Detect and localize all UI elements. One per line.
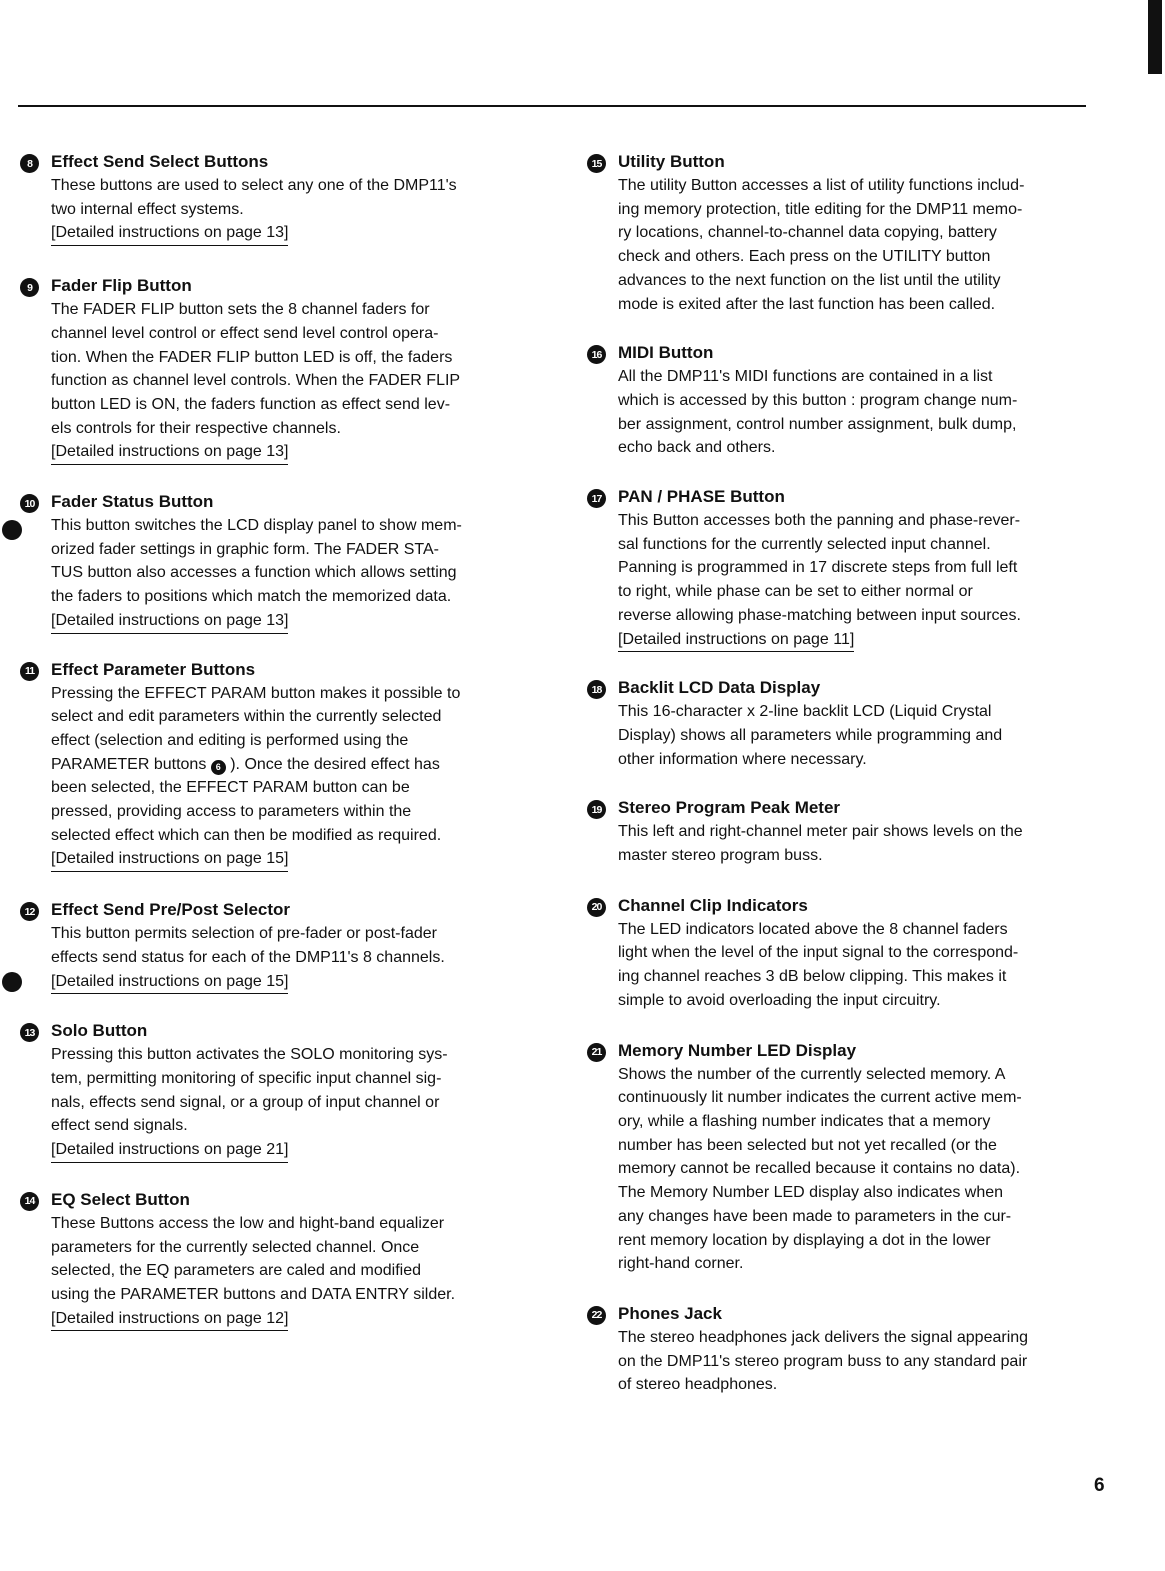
body-line: two internal effect systems. [51,200,244,218]
section-body [51,1043,525,1138]
callout-number-badge: 14 [20,1192,39,1211]
body-line: which is accessed by this button : program change num- [618,391,1018,409]
section-title: Backlit LCD Data Display [618,678,821,698]
body-line: to right, while phase can be set to either normal or [618,583,973,601]
section-body [51,174,525,221]
body-line: simple to avoid overloading the input circuitry. [618,991,941,1009]
body-line: orized fader settings in graphic form. The FADER STA- [51,540,440,558]
section-19 [587,796,1091,867]
section-14 [20,1188,525,1332]
body-line: nals, effects send signal, or a group of input channel or [51,1093,440,1111]
callout-number-badge: 9 [20,278,39,297]
section-22 [587,1302,1091,1397]
callout-number-badge: 13 [20,1023,39,1042]
section-title: Effect Send Select Buttons [51,152,269,171]
body-line: check and others. Each press on the UTILITY button [618,248,991,266]
section-20 [587,894,1091,1013]
callout-number-badge: 18 [587,680,606,699]
callout-number-badge: 10 [20,494,39,513]
callout-number-badge: 11 [20,662,39,681]
section-title: Utility Button [618,152,725,171]
body-line: master stereo program buss. [618,847,823,865]
body-text: ). Once the desired effect has [230,755,440,773]
body-line: els controls for their respective channels. [51,419,341,437]
body-text: PARAMETER buttons [51,755,207,773]
section-9 [20,274,525,465]
callout-number-badge: 20 [587,898,606,917]
body-line: The utility Button accesses a list of utility functions includ- [618,177,1025,194]
body-line: continuously lit number indicates the current active mem- [618,1089,1022,1107]
body-line: button LED is ON, the faders function as effect send lev- [51,395,451,413]
section-body [618,365,1091,460]
body-line [51,753,525,777]
body-line: of stereo headphones. [618,1376,778,1394]
body-line: other information where necessary. [618,750,867,768]
body-line: memory cannot be recalled because it contains no data). [618,1160,1021,1178]
section-title: Effect Send Pre/Post Selector [51,900,291,920]
body-line: The Memory Number LED display also indicates when [618,1184,1004,1202]
page-reference: [Detailed instructions on page 13] [51,440,288,465]
section-body [618,820,1091,867]
section-title: MIDI Button [618,343,714,363]
section-13 [20,1019,525,1163]
body-line: advances to the next function on the list until the utility [618,271,1001,289]
body-line: selected, the EQ parameters are caled and modified [51,1262,421,1280]
body-line: echo back and others. [618,439,776,457]
section-title: Fader Status Button [51,492,214,512]
body-line: sal functions for the currently selected input channel. [618,535,991,553]
left-column [20,150,525,1331]
section-title: EQ Select Button [51,1189,190,1209]
body-line: select and edit parameters within the currently selected [51,708,442,726]
callout-number-badge: 16 [587,345,606,364]
thumb-index-tab [1148,0,1162,74]
body-line: All the DMP11's MIDI functions are contained in a list [618,368,993,386]
body-line: This button switches the LCD display panel to show mem- [51,517,462,535]
body-line: ory, while a flashing number indicates that a memory [618,1112,991,1130]
section-body [618,1063,1091,1276]
section-18 [587,676,1091,771]
header-rule [18,105,1086,107]
callout-number-badge: 17 [587,489,606,508]
punch-hole-top [2,520,22,540]
body-line: mode is exited after the last function has been called. [618,295,996,313]
callout-number-badge: 8 [20,154,39,173]
body-line: This button permits selection of pre-fader or post-fader [51,925,437,943]
body-line: These Buttons access the low and hight-band equalizer [51,1214,445,1232]
page-reference: [Detailed instructions on page 21] [51,1138,288,1163]
body-line: Pressing this button activates the SOLO monitoring sys- [51,1046,448,1064]
body-line: channel level control or effect send level control opera- [51,324,439,342]
section-title: Solo Button [51,1021,148,1041]
callout-number-badge: 15 [587,154,606,173]
section-body [618,509,1091,628]
section-15 [587,150,1091,316]
section-title: Memory Number LED Display [618,1040,857,1060]
body-line: pressed, providing access to parameters within the [51,803,412,821]
callout-number-badge: 22 [587,1306,606,1325]
section-body [51,298,525,440]
page-reference: [Detailed instructions on page 12] [51,1307,288,1332]
body-line: TUS button also accesses a function which allows setting [51,564,457,582]
body-line: on the DMP11's stereo program buss to any standard pair [618,1352,1028,1370]
body-line: function as channel level controls. When the FADER FLIP [51,372,461,390]
body-line: selected effect which can then be modified as required. [51,826,442,844]
punch-hole-bottom [2,972,22,992]
section-8 [20,150,525,246]
section-body [618,700,1091,771]
body-line: any changes have been made to parameters in the cur- [618,1207,1012,1225]
section-17 [587,485,1091,652]
callout-number-badge: 19 [587,800,606,819]
section-title: Effect Parameter Buttons [51,659,256,679]
body-line: reverse allowing phase-matching between input sources. [618,606,1021,624]
body-line: These buttons are used to select any one of the DMP11's [51,177,457,194]
section-title: Channel Clip Indicators [618,895,808,915]
page-reference: [Detailed instructions on page 13] [51,221,288,246]
body-line: effect (selection and editing is performed using the [51,731,409,749]
body-line: been selected, the EFFECT PARAM button can be [51,779,410,797]
section-12 [20,898,525,994]
body-line: light when the level of the input signal to the correspond- [618,944,1019,962]
page-reference: [Detailed instructions on page 15] [51,847,288,872]
body-line: effect send signals. [51,1117,188,1135]
right-column [587,150,1091,1397]
body-line: rent memory location by displaying a dot in the lower [618,1231,991,1249]
section-21 [587,1039,1091,1276]
body-line: number has been selected but not yet recalled (or the [618,1136,997,1154]
callout-number-badge: 21 [587,1043,606,1062]
body-line: the faders to positions which match the memorized data. [51,588,452,606]
body-line: tion. When the FADER FLIP button LED is off, the faders [51,348,453,366]
callout-number-badge: 12 [20,902,39,921]
body-line: This left and right-channel meter pair shows levels on the [618,823,1023,841]
inline-reference-badge: 6 [211,760,226,775]
body-line: Pressing the EFFECT PARAM button makes it possible to [51,684,461,702]
section-10 [20,490,525,634]
body-line: ry locations, channel-to-channel data copying, battery [618,224,997,242]
body-line: Shows the number of the currently selected memory. A [618,1065,1006,1083]
section-title: Stereo Program Peak Meter [618,798,841,818]
section-title: Fader Flip Button [51,276,192,296]
body-line: tem, permitting monitoring of specific input channel sig- [51,1069,442,1087]
section-title: PAN / PHASE Button [618,487,785,507]
section-body [51,922,525,969]
body-line: effects send status for each of the DMP11's 8 channels. [51,948,445,966]
body-line: ing memory protection, title editing for the DMP11 memo- [618,200,1023,218]
body-line: This Button accesses both the panning and phase-rever- [618,512,1021,530]
body-line: using the PARAMETER buttons and DATA ENTRY silder. [51,1285,456,1303]
section-11 [20,658,525,873]
body-line: The LED indicators located above the 8 channel faders [618,920,1008,938]
section-body [51,1212,525,1307]
body-line: ber assignment, control number assignment, bulk dump, [618,415,1017,433]
body-line: The FADER FLIP button sets the 8 channel faders for [51,301,430,319]
body-line: parameters for the currently selected channel. Once [51,1238,420,1256]
body-line: This 16-character x 2-line backlit LCD (Liquid Crystal [618,703,992,721]
page-number: 6 [1094,1475,1105,1496]
body-line: The stereo headphones jack delivers the signal appearing [618,1328,1029,1346]
section-body [618,174,1091,316]
body-line: Panning is programmed in 17 discrete steps from full left [618,559,1018,577]
body-line: ing channel reaches 3 dB below clipping. This makes it [618,968,1007,986]
section-body [618,918,1091,1013]
section-body [51,682,525,848]
section-16 [587,341,1091,460]
page-reference: [Detailed instructions on page 13] [51,609,288,634]
page-reference: [Detailed instructions on page 15] [51,970,288,995]
section-title: Phones Jack [618,1303,722,1323]
body-line: Display) shows all parameters while programming and [618,726,1003,744]
section-body [618,1326,1091,1397]
section-body [51,514,525,609]
body-line: right-hand corner. [618,1255,744,1273]
page-reference: [Detailed instructions on page 11] [618,628,854,653]
